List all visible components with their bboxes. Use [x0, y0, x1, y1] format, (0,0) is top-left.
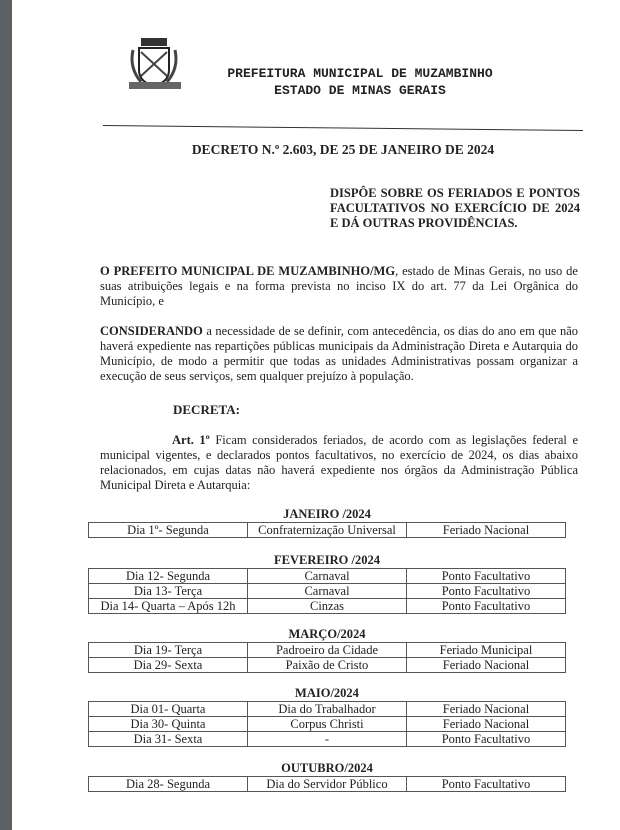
holiday-table [88, 522, 566, 538]
holiday-type-cell: Feriado Nacional [407, 523, 566, 538]
holiday-name-cell: Dia do Servidor Público [248, 777, 407, 792]
art1-text: Ficam considerados feriados, de acordo com as legislações federal e municipal vigentes, e declarados pontos facultativos, no exercício de 2024, os dias abaixo relacionados, em cujas datas não haverá expediente nos órgãos da Administração Pública Municipal Direta e Autarquia: [100, 433, 578, 492]
preamble-text: , estado de Minas Gerais, no uso de suas atribuições legais e na forma prevista no inciso IX do art. 77 da Lei Orgânica do Município, e [100, 264, 578, 308]
preamble-bold: O PREFEITO MUNICIPAL DE MUZAMBINHO/MG [100, 264, 396, 278]
holiday-type-cell: Feriado Nacional [407, 702, 566, 717]
day-cell: Dia 30- Quinta [89, 717, 248, 732]
holiday-table [88, 568, 566, 614]
decree-summary: DISPÔE SOBRE OS FERIADOS E PONTOS FACULTATIVOS NO EXERCÍCIO DE 2024 E DÁ OUTRAS PROVIDÊNCIAS. [330, 186, 580, 230]
viewer-left-edge [0, 0, 12, 830]
holiday-type-cell: Feriado Nacional [407, 658, 566, 673]
holiday-table [88, 776, 566, 792]
holiday-type-cell: Feriado Municipal [407, 643, 566, 658]
day-cell: Dia 29- Sexta [89, 658, 248, 673]
paragraph-art1 [100, 433, 578, 493]
day-cell: Dia 31- Sexta [89, 732, 248, 747]
table-row [89, 732, 566, 747]
table-row [89, 599, 566, 614]
table-row [89, 523, 566, 538]
month-heading: OUTUBRO/2024 [281, 761, 373, 775]
day-cell: Dia 01- Quarta [89, 702, 248, 717]
month-heading: FEVEREIRO /2024 [274, 553, 380, 567]
considerando-bold: CONSIDERANDO [100, 324, 203, 338]
holiday-type-cell: Ponto Facultativo [407, 599, 566, 614]
day-cell: Dia 28- Segunda [89, 777, 248, 792]
holiday-name-cell: - [248, 732, 407, 747]
holiday-name-cell: Carnaval [248, 584, 407, 599]
municipal-coat-of-arms-logo [127, 36, 183, 94]
table-row [89, 717, 566, 732]
table-row [89, 777, 566, 792]
holiday-type-cell: Ponto Facultativo [407, 777, 566, 792]
header-municipality: PREFEITURA MUNICIPAL DE MUZAMBINHO [227, 66, 493, 81]
day-cell: Dia 14- Quarta – Após 12h [89, 599, 248, 614]
holiday-name-cell: Confraternização Universal [248, 523, 407, 538]
header-state: ESTADO DE MINAS GERAIS [274, 83, 446, 98]
day-cell: Dia 1º- Segunda [89, 523, 248, 538]
table-row [89, 569, 566, 584]
day-cell: Dia 12- Segunda [89, 569, 248, 584]
holiday-name-cell: Padroeiro da Cidade [248, 643, 407, 658]
considerando-text: a necessidade de se definir, com antecedência, os dias do ano em que não haverá expediente nas repartições públicas municipais da Administração Direta e Autarquia do Município, de modo a permitir que todas as unidades Administrativas possam organizar a execução de seus serviços, sem qualquer prejuízo à população. [100, 324, 578, 383]
holiday-name-cell: Cinzas [248, 599, 407, 614]
decree-title: DECRETO N.º 2.603, DE 25 DE JANEIRO DE 2024 [191, 142, 495, 157]
holiday-name-cell: Paixão de Cristo [248, 658, 407, 673]
paragraph-considerando [100, 324, 578, 384]
table-row [89, 658, 566, 673]
holiday-name-cell: Corpus Christi [248, 717, 407, 732]
holiday-type-cell: Ponto Facultativo [407, 584, 566, 599]
paragraph-preamble [100, 264, 578, 309]
holiday-table [88, 642, 566, 673]
table-row [89, 702, 566, 717]
holiday-type-cell: Ponto Facultativo [407, 732, 566, 747]
art1-bold: Art. 1º [172, 433, 210, 447]
month-heading: MARÇO/2024 [288, 627, 366, 641]
header-divider [103, 125, 583, 131]
month-heading: MAIO/2024 [295, 686, 359, 700]
holiday-name-cell: Dia do Trabalhador [248, 702, 407, 717]
holiday-table [88, 701, 566, 747]
month-heading: JANEIRO /2024 [283, 507, 371, 521]
table-row [89, 584, 566, 599]
day-cell: Dia 19- Terça [89, 643, 248, 658]
holiday-type-cell: Feriado Nacional [407, 717, 566, 732]
holiday-name-cell: Carnaval [248, 569, 407, 584]
table-row [89, 643, 566, 658]
decreta-heading: DECRETA: [173, 402, 240, 417]
holiday-type-cell: Ponto Facultativo [407, 569, 566, 584]
day-cell: Dia 13- Terça [89, 584, 248, 599]
